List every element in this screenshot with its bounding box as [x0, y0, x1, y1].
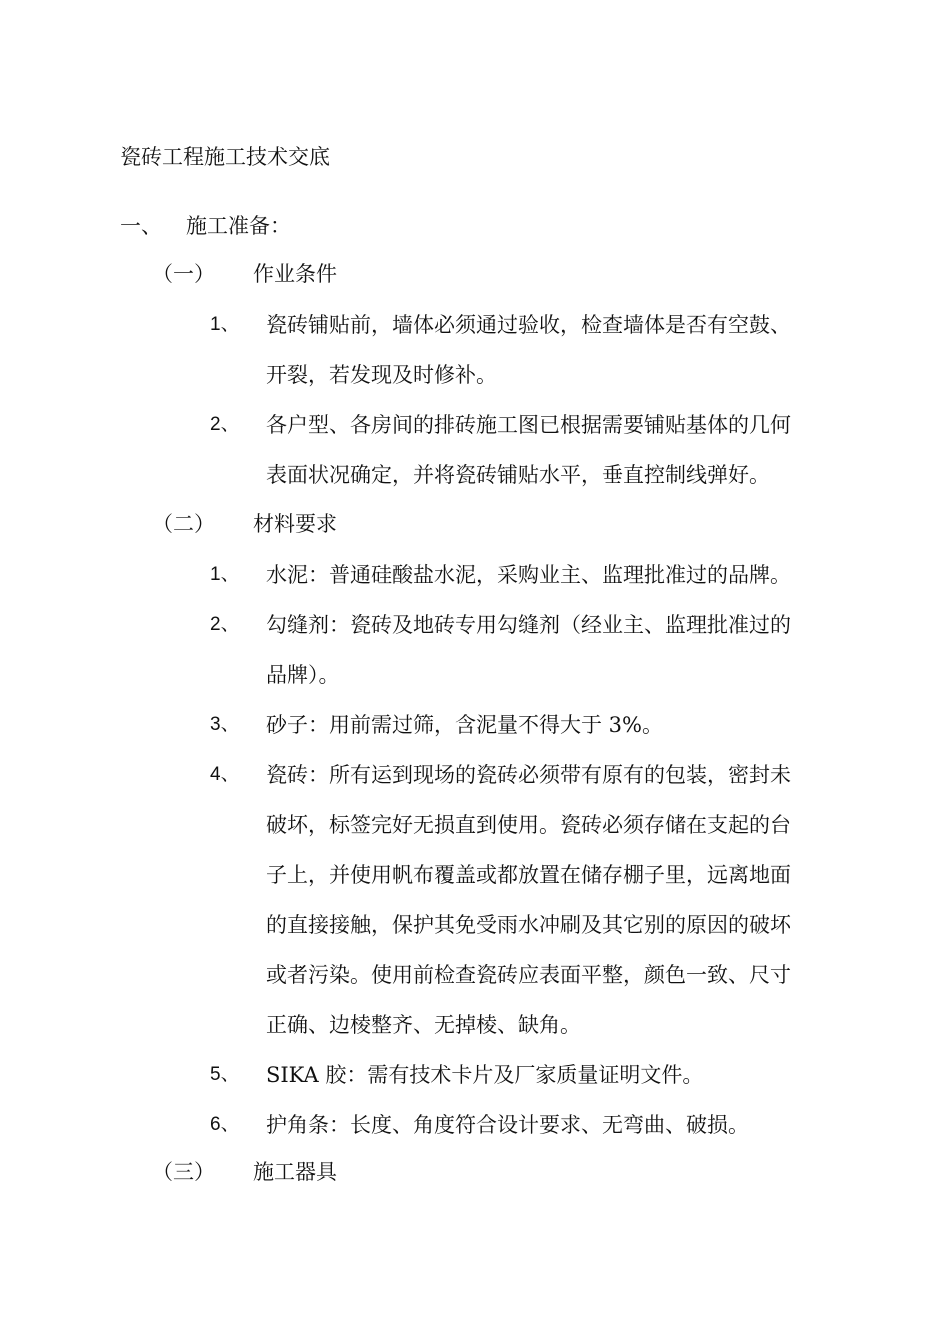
text-line: 各户型、各房间的排砖施工图已根据需要铺贴基体的几何 — [266, 413, 791, 437]
text-line: 或者污染。使用前检查瓷砖应表面平整，颜色一致、尺寸 — [266, 963, 791, 987]
section-1-number: 一、 — [120, 214, 162, 238]
text-line: 的直接接触，保护其免受雨水冲刷及其它别的原因的破坏 — [266, 913, 791, 937]
list-item-number: 4、 — [210, 764, 240, 785]
text-line: SIKA 胶：需有技术卡片及厂家质量证明文件。 — [266, 1063, 704, 1087]
list-item-text — [266, 600, 836, 700]
list-item-text — [266, 1050, 836, 1100]
list-item-number: 2、 — [210, 414, 240, 435]
list-item-number: 1、 — [210, 564, 240, 585]
list-item-number: 2、 — [210, 614, 240, 635]
text-line: 水泥：普通硅酸盐水泥，采购业主、监理批准过的品牌。 — [266, 563, 791, 587]
subsection-3-heading: 施工器具 — [253, 1160, 337, 1184]
list-item-number: 3、 — [210, 714, 240, 735]
subsection-3-number: （三） — [152, 1160, 215, 1184]
text-line: 瓷砖：所有运到现场的瓷砖必须带有原有的包装，密封未 — [266, 763, 791, 787]
document-title: 瓷砖工程施工技术交底 — [120, 145, 330, 169]
list-item-text — [266, 300, 836, 400]
text-line: 护角条：长度、角度符合设计要求、无弯曲、破损。 — [266, 1113, 749, 1137]
list-item-text — [266, 700, 836, 750]
list-item-number: 5、 — [210, 1064, 240, 1085]
text-line: 表面状况确定，并将瓷砖铺贴水平，垂直控制线弹好。 — [266, 463, 770, 487]
list-item-number: 6、 — [210, 1114, 240, 1135]
section-1-heading: 施工准备： — [186, 214, 291, 238]
list-item-number: 1、 — [210, 314, 240, 335]
text-line: 破坏，标签完好无损直到使用。瓷砖必须存储在支起的台 — [266, 813, 791, 837]
list-item-text — [266, 400, 836, 500]
subsection-1-number: （一） — [152, 262, 215, 286]
text-line: 瓷砖铺贴前，墙体必须通过验收，检查墙体是否有空鼓、 — [266, 313, 791, 337]
text-line: 勾缝剂：瓷砖及地砖专用勾缝剂（经业主、监理批准过的 — [266, 613, 791, 637]
text-line: 品牌）。 — [266, 663, 340, 687]
text-line: 开裂，若发现及时修补。 — [266, 363, 497, 387]
text-line: 子上，并使用帆布覆盖或都放置在储存棚子里，远离地面 — [266, 863, 791, 887]
subsection-2-number: （二） — [152, 512, 215, 536]
list-item-text — [266, 550, 836, 600]
subsection-1-heading: 作业条件 — [253, 262, 337, 286]
list-item-text — [266, 1100, 836, 1150]
subsection-2-heading: 材料要求 — [253, 512, 337, 536]
text-line: 正确、边棱整齐、无掉棱、缺角。 — [266, 1013, 581, 1037]
list-item-text — [266, 750, 836, 1050]
text-line: 砂子：用前需过筛，含泥量不得大于 3%。 — [266, 713, 663, 737]
